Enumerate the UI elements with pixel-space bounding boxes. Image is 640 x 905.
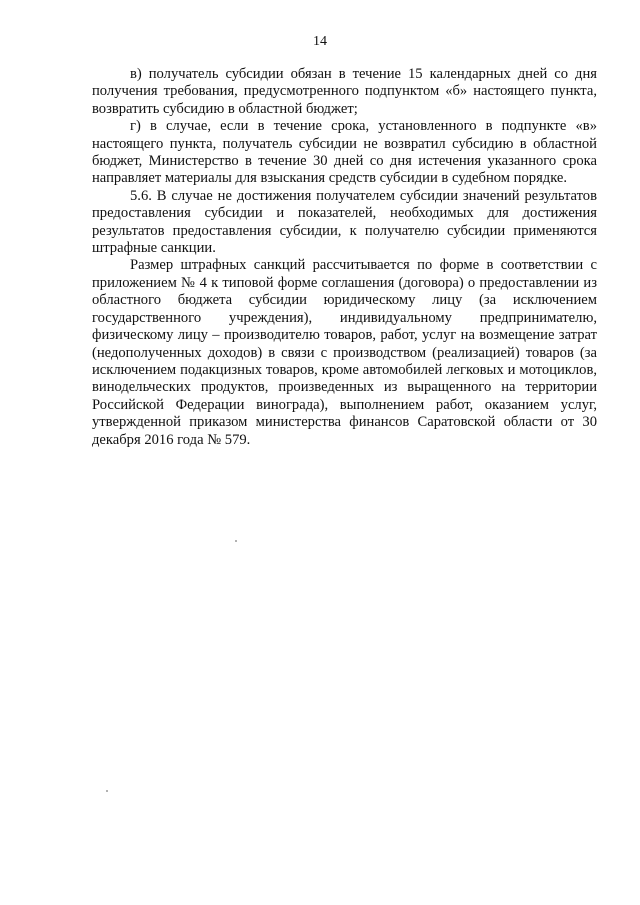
paragraph-clause-5-6: 5.6. В случае не достижения получателем субсидии значений результатов предоставления субсидии и показателей, необходимых для достижения результатов предоставления субсидии, к получателю субсидии применяются штрафные санкции.: [92, 187, 597, 257]
document-body: [92, 66, 597, 449]
page-number: 14: [313, 34, 327, 49]
paragraph-subitem-g: г) в случае, если в течение срока, установленного в подпункте «в» настоящего пункта, получатель субсидии не возвратил субсидию в областной бюджет, Министерство в течение 30 дней со дня истечения указанного срока направляет материалы для взыскания средств субсидии в судебном порядке.: [92, 118, 597, 187]
scan-speck: [106, 790, 108, 792]
scan-speck: [235, 540, 237, 542]
paragraph-penalty-amount: Размер штрафных санкций рассчитывается по форме в соответствии с приложением № 4 к типовой форме соглашения (договора) о предоставлении из областного бюджета субсидии юридическому лицу (за исключением государственного учреждения), индивидуальному предпринимателю, физическому лицу – производителю товаров, работ, услуг на возмещение затрат (недополученных доходов) в связи с производством (реализацией) товаров (за исключением подакцизных товаров, кроме автомобилей легковых и мотоциклов, винодельческих продуктов, произведенных из выращенного на территории Российской Федерации винограда), выполнением работ, оказанием услуг, утвержденной приказом министерства финансов Саратовской области от 30 декабря 2016 года № 579.: [92, 257, 597, 448]
paragraph-subitem-v: в) получатель субсидии обязан в течение 15 календарных дней со дня получения требования, предусмотренного подпунктом «б» настоящего пункта, возвратить субсидию в областной бюджет;: [92, 66, 597, 117]
